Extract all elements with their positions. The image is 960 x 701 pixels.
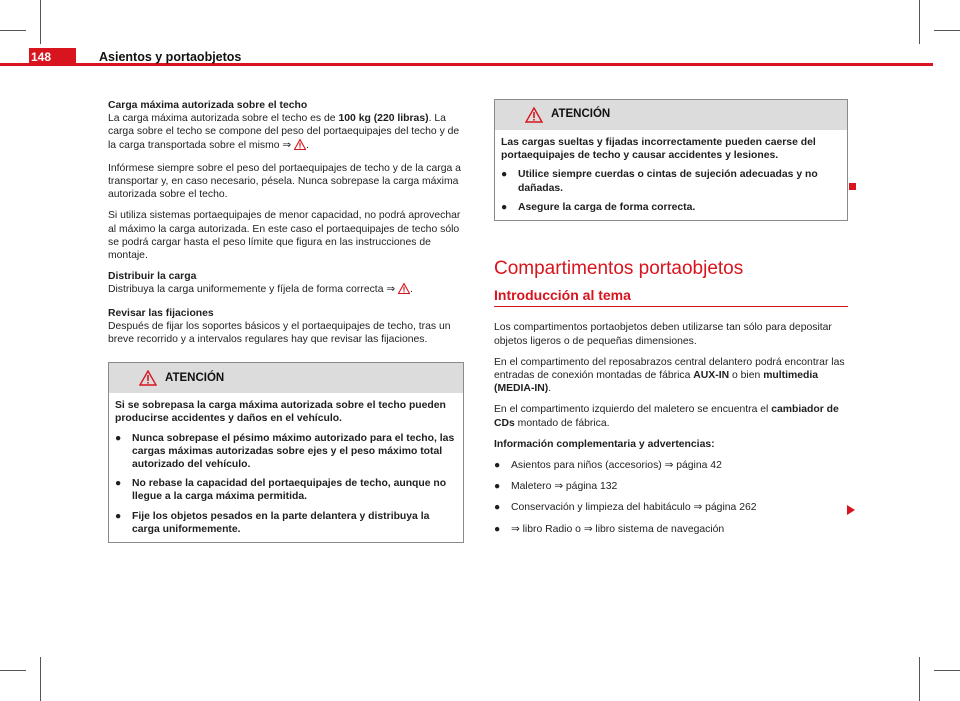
list-item-text: Asegure la carga de forma correcta. (518, 201, 696, 213)
warning-header (109, 363, 463, 393)
continue-arrow-icon (847, 505, 855, 515)
list-item-text: Utilice siempre cuerdas o cintas de sujeción adecuadas y no dañadas. (518, 169, 818, 194)
warning-box (108, 362, 464, 543)
list-item (115, 477, 457, 503)
text-run: montado de fábrica. (514, 417, 610, 429)
crop-mark (919, 657, 920, 701)
bullet-icon: ● (115, 478, 122, 490)
distribute-paragraph (108, 283, 464, 298)
list-item-text: Fije los objetos pesados en la parte delantera y distribuya la carga uniformemente. (132, 510, 430, 535)
bullet-icon: ● (494, 481, 501, 493)
warning-title: ATENCIÓN (165, 371, 225, 384)
list-item (115, 432, 457, 472)
text-run: . (548, 383, 552, 395)
list-item[interactable] (494, 523, 848, 536)
list-item (115, 510, 457, 536)
text-run: o bien (729, 370, 764, 382)
intro-paragraph: Los compartimentos portaobjetos deben utilizarse tan sólo para depositar objetos ligeros o de pequeñas dimensiones. (494, 322, 832, 347)
bold-run: AUX-IN (693, 370, 730, 382)
warning-box (494, 99, 848, 221)
list-item-text[interactable]: Asientos para niños (accesorios) ⇒ página 42 (511, 460, 722, 472)
inform-paragraph: Infórmese siempre sobre el peso del portaequipajes de techo y de la carga a transportar y, en caso necesario, pésela. Nunca sobrepase la carga máxima autorizada sobre el techo. (108, 162, 461, 201)
bold-run: cambiador de CDs (494, 404, 839, 429)
list-item-text: No rebase la capacidad del portaequipajes de techo, aunque no llegue a la carga máxima permitida. (132, 478, 447, 503)
crop-mark (40, 0, 41, 44)
warning-body (109, 393, 463, 542)
warning-body (495, 130, 847, 220)
left-column (108, 99, 464, 543)
warning-triangle-icon[interactable] (294, 139, 306, 154)
distribute-heading: Distribuir la carga (108, 271, 197, 283)
list-item[interactable] (494, 480, 848, 493)
text-run: Distribuya la carga uniformemente y fíjela de forma correcta ⇒ (108, 284, 398, 296)
list-item (501, 168, 841, 194)
text-run: La carga máxima autorizada sobre el techo es de (108, 113, 339, 125)
section-title: Compartimentos portaobjetos (494, 258, 744, 280)
warning-triangle-icon (139, 370, 157, 386)
bullet-icon: ● (501, 201, 508, 213)
crop-mark (0, 30, 26, 31)
bullet-icon: ● (494, 523, 501, 535)
warning-triangle-icon[interactable] (398, 283, 410, 298)
right-column (494, 99, 848, 544)
subsection-title: Introducción al tema (494, 289, 848, 307)
info-heading: Información complementaria y advertencias: (494, 438, 715, 450)
list-item (501, 201, 841, 214)
bullet-icon: ● (494, 502, 501, 514)
bullet-icon: ● (501, 169, 508, 181)
chapter-title: Asientos y portaobjetos (99, 50, 242, 64)
check-paragraph: Después de fijar los soportes básicos y el portaequipajes de techo, tras un breve recorrido y a intervalos regulares hay que revisar las fijaciones. (108, 320, 451, 346)
text-run: En el compartimento del reposabrazos central delantero podrá encontrar las entradas de conexión montadas de fábrica (494, 356, 845, 382)
text-run: En el compartimento izquierdo del maletero se encuentra el (494, 404, 772, 416)
list-item-text: Nunca sobrepase el pésimo máximo autorizado para el techo, las cargas máximas autorizadas sobre ejes y el peso máximo total autorizado del vehículo. (132, 432, 455, 471)
armrest-paragraph (494, 356, 848, 396)
text-run: . (306, 139, 309, 151)
check-heading: Revisar las fijaciones (108, 307, 214, 319)
page-number: 148 (29, 48, 76, 66)
warning-header (495, 100, 847, 130)
bullet-icon: ● (115, 432, 122, 444)
list-item-text[interactable]: Conservación y limpieza del habitáculo ⇒ página 262 (511, 502, 757, 514)
bold-run: multimedia (MEDIA-IN) (494, 370, 819, 395)
warning-intro: Si se sobrepasa la carga máxima autorizada sobre el techo pueden producirse accidentes y daños en el vehículo. (115, 400, 446, 425)
list-item-text[interactable]: ⇒ libro Radio o ⇒ libro sistema de navegación (511, 523, 725, 535)
list-item[interactable] (494, 501, 848, 514)
section-end-mark (849, 183, 856, 190)
crop-mark (934, 670, 960, 671)
text-run: . (409, 284, 413, 296)
bullet-icon: ● (115, 510, 122, 522)
list-item[interactable] (494, 459, 848, 472)
max-load-paragraph (108, 112, 464, 154)
max-load-heading: Carga máxima autorizada sobre el techo (108, 100, 308, 111)
crop-mark (40, 657, 41, 701)
list-item-text[interactable]: Maletero ⇒ página 132 (511, 481, 618, 493)
crop-mark (0, 670, 26, 671)
text-run: . La carga sobre el techo se compone del peso del portaequipajes del techo y de la carga transportada sobre el mismo ⇒ (108, 113, 460, 151)
cd-changer-paragraph (494, 403, 848, 429)
crop-mark (919, 0, 920, 44)
crop-mark (934, 30, 960, 31)
bullet-icon: ● (494, 460, 501, 472)
warning-title: ATENCIÓN (551, 108, 611, 121)
capacity-paragraph: Si utiliza sistemas portaequipajes de menor capacidad, no podrá aprovechar al máximo la carga autorizada. En este caso el portaequipajes de techo sólo se podrá cargar hasta el peso límite que figura en las instrucciones de montaje. (108, 210, 461, 262)
bold-run: 100 kg (220 libras) (338, 113, 429, 125)
warning-intro: Las cargas sueltas y fijadas incorrectamente pueden caerse del portaequipajes de techo y causar accidentes y lesiones. (501, 137, 816, 162)
warning-triangle-icon (525, 107, 543, 123)
